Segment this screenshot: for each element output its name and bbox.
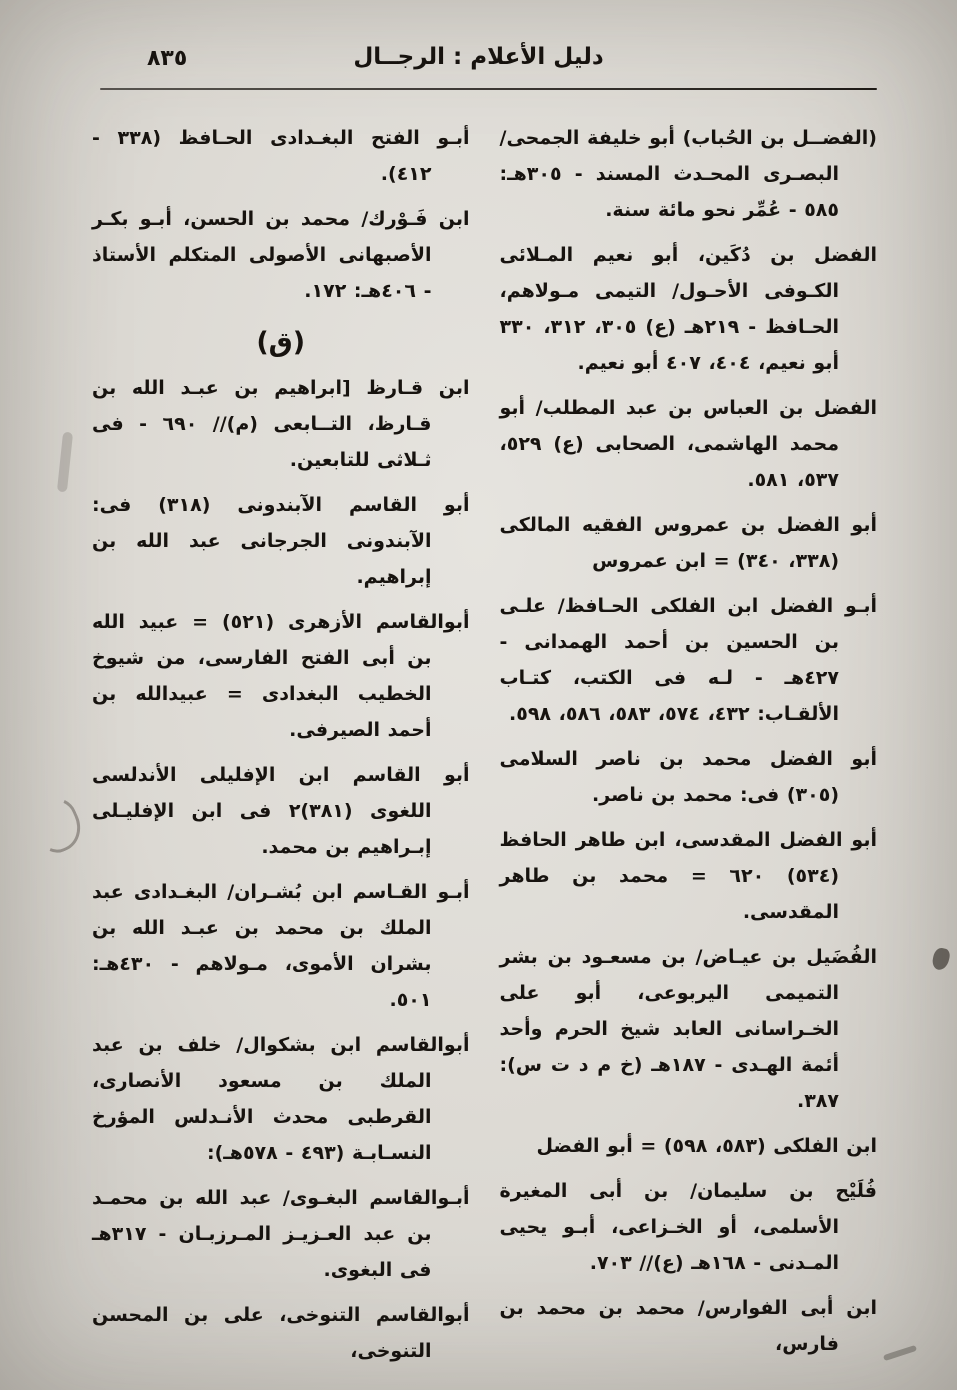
text-columns	[92, 120, 877, 1362]
entry: أبـو الفتح البغـدادى الحـافظ (٣٣٨ - ٤١٢).	[92, 127, 470, 185]
header-divider	[100, 88, 877, 90]
entry: أبو الفضل المقدسى، ابن طاهر الحافظ (٥٣٤) ٦٢٠ = محمد بن طاهر المقدسى.	[499, 829, 877, 923]
entry: أبوالقاسم الأزهرى (٥٢١) = عبيد الله بن أبى الفتح الفارسى، من شيوخ الخطيب البغدادى = عبيدالله بن أحمد الصيرفى.	[92, 611, 470, 741]
right-column	[499, 120, 878, 1355]
entry: أبوالقاسم ابن بشكوال/ خلف بن عبد الملك بن مسعود الأنصارى، القرطبى محدث الأنـدلس المؤرخ النسـابـة (٤٩٣ - ٥٧٨هـ):	[92, 1034, 470, 1164]
entry: ابن الفلكى (٥٨٣، ٥٩٨) = أبو الفضل	[536, 1135, 877, 1157]
entry: الفضل بن العباس بن عبد المطلب/ أبو محمد الهاشمى، الصحابى (ع) ٥٢٩، ٥٣٧، ٥٨١.	[499, 397, 877, 491]
scan-artifact-bottom-mark	[883, 1345, 917, 1361]
book-title: دليل الأعلام : الرجــال	[353, 44, 604, 70]
entry: أبو القاسم الآبندونى (٣١٨) فى: الآبندونى الجرجانى عبد الله بن إبراهيم.	[92, 494, 470, 588]
scan-artifact-edge-smudge	[57, 432, 73, 493]
entry: أبوالقاسم التنوخى، على بن المحسن التنوخى،	[92, 1304, 470, 1362]
entry: ابن فَـوْرك/ محمد بن الحسن، أبـو بكـر الأصبهانى الأصولى المتكلم الأستاذ - ٤٠٦هـ: ١٧٢.	[92, 208, 470, 302]
scan-artifact-squiggle	[25, 793, 88, 859]
entry: أبـو القـاسم ابن بُشـران/ البغـدادى عبد الملك بن محمد بن عبـد الله بن بشران الأموى، مـولاهم - ٤٣٠هـ: ٥٠١.	[92, 881, 470, 1011]
entry: فُلَيْح بن سليمان/ بن أبى المغيرة الأسلمى، أو الخـزاعى، أبـو يحيى المـدنى - ١٦٨هـ (ع)// ٧٠٣.	[499, 1180, 877, 1274]
entry: أبو القاسم ابن الإفليلى الأندلسى اللغوى (٣٨١)٢ فى ابن الإفليـلى إبـراهيم بن محمد.	[92, 764, 470, 858]
entry: أبو الفضل محمد بن ناصر السلامى (٣٠٥) فى: محمد بن ناصر.	[499, 748, 877, 806]
entry: أبـو الفضل ابن الفلكى الحـافظ/ علـى بن الحسين بن أحمد الهمدانى - ٤٢٧هـ - لـه فى الكتب، كتـاب الألقـاب: ٤٣٢، ٥٧٤، ٥٨٣، ٥٨٦، ٥٩٨.	[499, 595, 877, 725]
entry: (الفضــل بن الحُباب) أبو خليفة الجمحى/ البصـرى المحـدث المسند - ٣٠٥هـ: ٥٨٥ - عُمِّر نحو مائة سنة.	[499, 127, 877, 221]
section-heading-qaf: (ق)	[256, 327, 306, 358]
entry: أبو الفضل بن عمروس الفقيه المالكى (٣٣٨، ٣٤٠) = ابن عمروس	[499, 514, 877, 572]
entry: الفضل بن دُكَين، أبو نعيم المـلائى الكـوفى الأحـول/ التيمى مـولاهم، الحـافظ - ٢١٩هـ (ع) ٣٠٥، ٣١٢، ٣٣٠ أبو نعيم، ٤٠٤، ٤٠٧ أبو نعيم.	[499, 244, 877, 374]
page-header	[85, 42, 872, 84]
entry: أبـوالقاسم البغـوى/ عبد الله بن محمـد بن عبد العـزيـز المـرزبـان - ٣١٧هـ فى البغوى.	[92, 1187, 470, 1281]
entry: الفُضَيل بن عيـاض/ بن مسعـود بن بشر التميمى اليربوعى، أبو على الخـراسانى العابد شيخ الحرم وأحد أئمة الهـدى - ١٨٧هـ (خ م د ت س): ٣٨٧.	[499, 946, 877, 1112]
entry: ابن قـارظ [ابراهيم بن عبـد الله بن قـارظ، التــابعى (م)// ٦٩٠ - فى ثـلاثى للتابعين.	[92, 377, 470, 471]
left-column	[92, 120, 470, 1362]
scan-artifact-edge-spot	[931, 947, 951, 972]
page-number: ٨٣٥	[147, 46, 188, 71]
entry: ابن أبى الفوارس/ محمد بن محمد بن فارس،	[499, 1297, 877, 1355]
